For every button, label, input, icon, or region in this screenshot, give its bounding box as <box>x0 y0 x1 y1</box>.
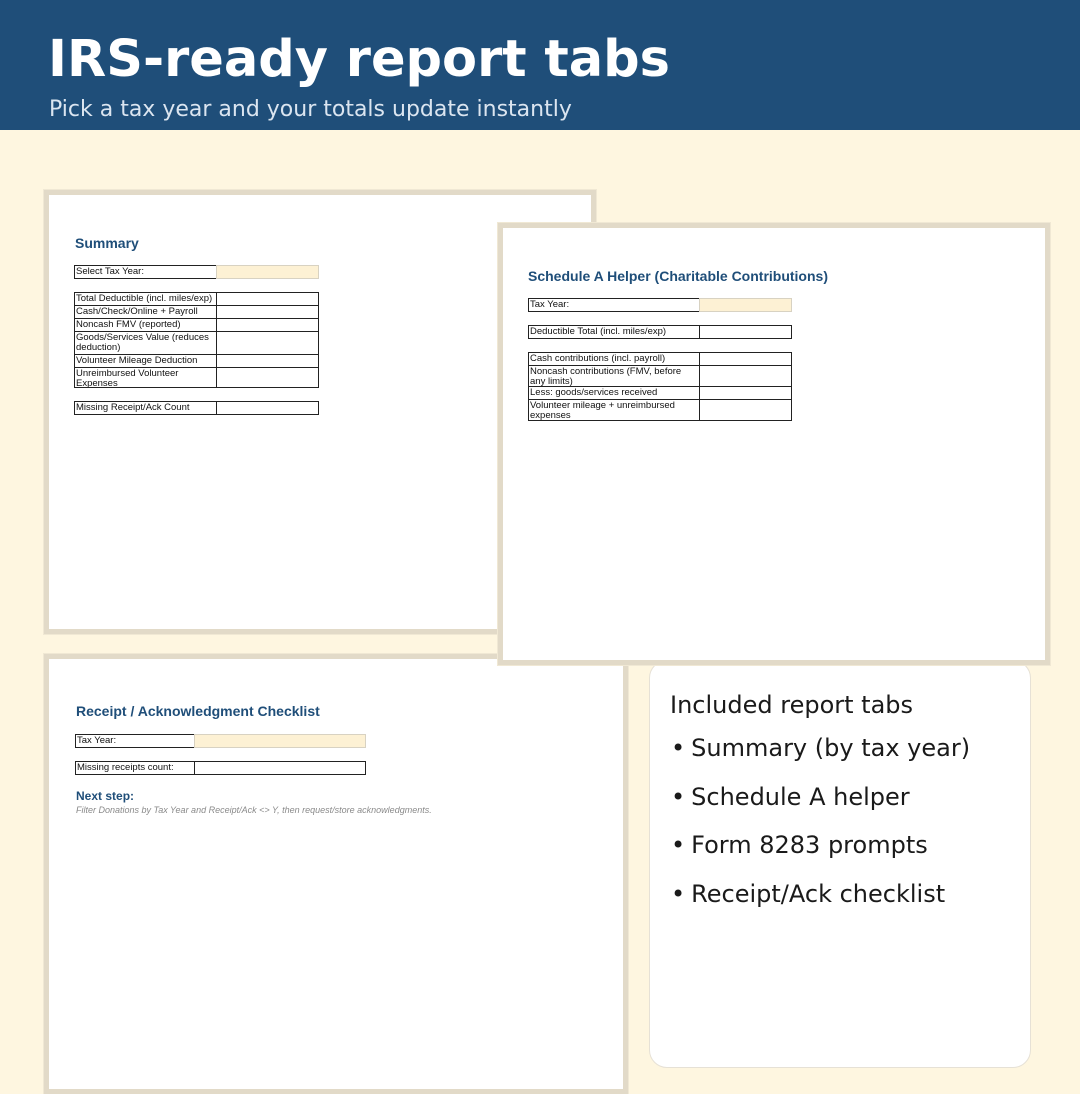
list-item <box>671 732 970 764</box>
receipt-checklist-sheet <box>44 654 628 1094</box>
page-subtitle: Pick a tax year and your totals update instantly <box>49 97 572 122</box>
summary-row-value <box>216 354 319 368</box>
missing-receipt-count-label: Missing Receipt/Ack Count <box>74 401 217 415</box>
included-tabs-card <box>649 660 1031 1068</box>
schedule-row-label: Less: goods/services received <box>528 386 700 400</box>
bullet-icon: • <box>671 831 686 860</box>
summary-row-value <box>216 367 319 388</box>
deductible-total-value <box>699 325 792 339</box>
summary-row-label: Noncash FMV (reported) <box>74 318 217 332</box>
list-item-label: Summary (by tax year) <box>691 734 971 762</box>
summary-row-value <box>216 318 319 332</box>
schedule-row-label: Cash contributions (incl. payroll) <box>528 352 700 366</box>
list-item <box>671 781 970 813</box>
schedule-row-value <box>699 352 792 366</box>
select-tax-year-input[interactable] <box>216 265 319 279</box>
list-item-label: Receipt/Ack checklist <box>691 880 946 909</box>
summary-row-value <box>216 292 319 306</box>
next-step-label: Next step: <box>76 789 135 803</box>
included-tabs-heading: Included report tabs <box>670 691 914 719</box>
tax-year-label: Tax Year: <box>528 298 700 312</box>
list-item <box>671 878 970 910</box>
receipt-tax-year-input[interactable] <box>194 734 366 748</box>
schedule-row-value <box>699 399 792 421</box>
tax-year-input[interactable] <box>699 298 792 312</box>
next-step-note: Filter Donations by Tax Year and Receipt/Ack <> Y, then request/store acknowledgments. <box>76 805 432 815</box>
summary-row-value <box>216 305 319 319</box>
summary-row-label: Volunteer Mileage Deduction <box>74 354 217 368</box>
summary-row-label: Goods/Services Value (reduces deduction) <box>74 331 217 355</box>
list-item <box>671 829 970 861</box>
schedule-row-value <box>699 386 792 400</box>
page-title: IRS-ready report tabs <box>48 30 671 89</box>
schedule-row-label: Volunteer mileage + unreimbursed expenses <box>528 399 700 421</box>
summary-title: Summary <box>75 235 139 251</box>
schedule-a-title: Schedule A Helper (Charitable Contributions) <box>528 268 828 284</box>
receipt-tax-year-label: Tax Year: <box>75 734 195 748</box>
missing-receipts-count-label: Missing receipts count: <box>75 761 195 775</box>
included-tabs-list <box>671 732 970 927</box>
deductible-total-label: Deductible Total (incl. miles/exp) <box>528 325 700 339</box>
summary-row-label: Cash/Check/Online + Payroll <box>74 305 217 319</box>
schedule-a-sheet <box>498 223 1050 665</box>
summary-row-label: Total Deductible (incl. miles/exp) <box>74 292 217 306</box>
summary-row-label: Unreimbursed Volunteer Expenses <box>74 367 217 388</box>
bullet-icon: • <box>671 782 686 811</box>
receipt-checklist-title: Receipt / Acknowledgment Checklist <box>76 703 320 719</box>
missing-receipt-count-value <box>216 401 319 415</box>
bullet-icon: • <box>671 880 686 909</box>
header-banner <box>0 0 1080 130</box>
bullet-icon: • <box>671 734 686 762</box>
missing-receipts-count-value <box>194 761 366 775</box>
schedule-row-value <box>699 365 792 387</box>
summary-row-value <box>216 331 319 355</box>
schedule-row-label: Noncash contributions (FMV, before any limits) <box>528 365 700 387</box>
list-item-label: Form 8283 prompts <box>691 831 928 860</box>
select-tax-year-label: Select Tax Year: <box>74 265 217 279</box>
list-item-label: Schedule A helper <box>691 782 910 811</box>
